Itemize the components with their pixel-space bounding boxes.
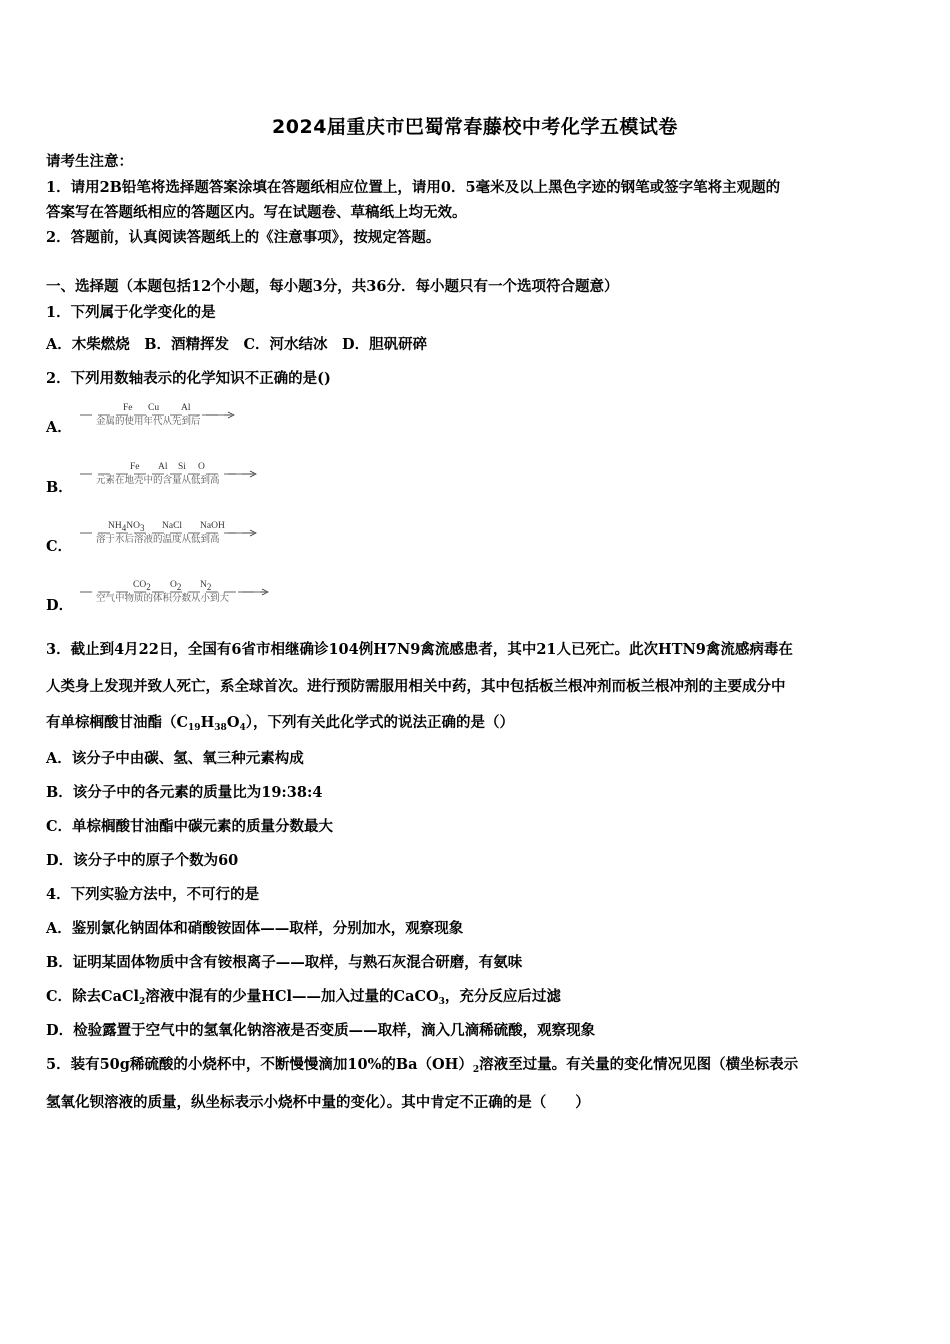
q2-option-b-label: B． bbox=[46, 479, 73, 496]
axis-c-caption: 溶于水后溶液的温度从低到高 bbox=[96, 534, 220, 545]
q2-option-a-axis bbox=[78, 403, 278, 433]
notice-line-3: 2．答题前，认真阅读答题纸上的《注意事项》，按规定答题。 bbox=[46, 229, 441, 246]
q2-option-c-label: C． bbox=[46, 538, 73, 555]
axis-c-label-2: NaCl bbox=[162, 521, 183, 531]
notice-line-2: 答案写在答题纸相应的答题区内。写在试题卷、草稿纸上均无效。 bbox=[46, 204, 467, 221]
q2-option-d-axis bbox=[78, 580, 278, 610]
q2-option-d-label: D． bbox=[46, 597, 74, 614]
q5-stem-line-2: 氢氧化钡溶液的质量，纵坐标表示小烧杯中量的变化）。其中肯定不正确的是（ ） bbox=[46, 1094, 590, 1111]
q5-stem-line-1: 5．装有50g稀硫酸的小烧杯中，不断慢慢滴加10%的$Ba(OH)_2$溶液至过量。有关量的变化情况见图（横坐标表示 bbox=[46, 1056, 799, 1075]
q2-option-b-axis bbox=[78, 462, 278, 492]
section-heading: 一、选择题（本题包括12个小题，每小题3分，共36分．每小题只有一个选项符合题意） bbox=[46, 278, 619, 295]
axis-b-label-3: Si bbox=[178, 462, 186, 472]
axis-d-label-1: CO2 bbox=[133, 580, 151, 592]
q2-option-c-axis bbox=[78, 521, 278, 551]
axis-d-label-3: N2 bbox=[200, 580, 212, 592]
q2-stem: 2．下列用数轴表示的化学知识不正确的是() bbox=[46, 370, 331, 387]
q4-stem: 4．下列实验方法中，不可行的是 bbox=[46, 886, 260, 903]
notice-heading: 请考生注意： bbox=[46, 153, 133, 170]
axis-a-label-2: Cu bbox=[148, 403, 160, 413]
q2-option-a-label: A． bbox=[46, 419, 72, 436]
axis-b-label-1: Fe bbox=[130, 462, 140, 472]
axis-d-label-2: O2 bbox=[170, 580, 182, 592]
q3-stem-line-2: 人类身上发现并致人死亡，系全球首次。进行预防需服用相关中药，其中包括板兰根冲剂而板兰根冲剂的主要成分中 bbox=[46, 678, 786, 695]
q3-option-c: C．单棕榈酸甘油酯中碳元素的质量分数最大 bbox=[46, 818, 334, 835]
axis-c-label-1: NH4NO3 bbox=[108, 521, 145, 533]
notice-line-1: 1．请用2B铅笔将选择题答案涂填在答题纸相应位置上，请用0．5毫米及以上黑色字迹的钢笔或签字笔将主观题的 bbox=[46, 179, 781, 196]
axis-d-caption: 空气中物质的体积分数从小到大 bbox=[96, 593, 230, 604]
q3-option-d: D．该分子中的原子个数为60 bbox=[46, 852, 239, 869]
q3-stem-line-3: 有单棕榈酸甘油酯$(C_{19}H_{38}O_4)$，下列有关此化学式的说法正确的是（） bbox=[46, 714, 514, 733]
q4-option-d: D．检验露置于空气中的氢氧化钠溶液是否变质——取样，滴入几滴稀硫酸，观察现象 bbox=[46, 1022, 596, 1039]
q4-option-a: A．鉴别氯化钠固体和硝酸铵固体——取样，分别加水，观察现象 bbox=[46, 920, 464, 937]
axis-a-caption: 金属的使用年代从先到后 bbox=[96, 416, 201, 427]
axis-a-label-1: Fe bbox=[123, 403, 133, 413]
q4-option-b: B．证明某固体物质中含有铵根离子——取样，与熟石灰混合研磨，有氨味 bbox=[46, 954, 523, 971]
axis-b-label-2: Al bbox=[158, 462, 168, 472]
q1-options: A．木柴燃烧 B．酒精挥发 C．河水结冰 D．胆矾研碎 bbox=[46, 336, 428, 353]
axis-a-label-3: Al bbox=[181, 403, 191, 413]
q1-stem: 1．下列属于化学变化的是 bbox=[46, 304, 216, 321]
axis-b-caption: 元素在地壳中的含量从低到高 bbox=[96, 475, 220, 486]
q4-option-c: C．除去CaCl$_2$溶液中混有的少量HCl——加入过量的CaCO$_3$，充分反应后过滤 bbox=[46, 988, 561, 1007]
axis-c-label-3: NaOH bbox=[200, 521, 225, 531]
q3-option-a: A．该分子中由碳、氢、氧三种元素构成 bbox=[46, 750, 304, 767]
page-title: 2024届重庆市巴蜀常春藤校中考化学五模试卷 bbox=[272, 116, 678, 138]
q3-option-b: B．该分子中的各元素的质量比为19:38:4 bbox=[46, 784, 323, 801]
axis-b-label-4: O bbox=[198, 462, 205, 472]
q3-stem-line-1: 3．截止到4月22日，全国有6省市相继确诊104例H7N9禽流感患者，其中21人已死亡。此次HTN9禽流感病毒在 bbox=[46, 641, 793, 658]
